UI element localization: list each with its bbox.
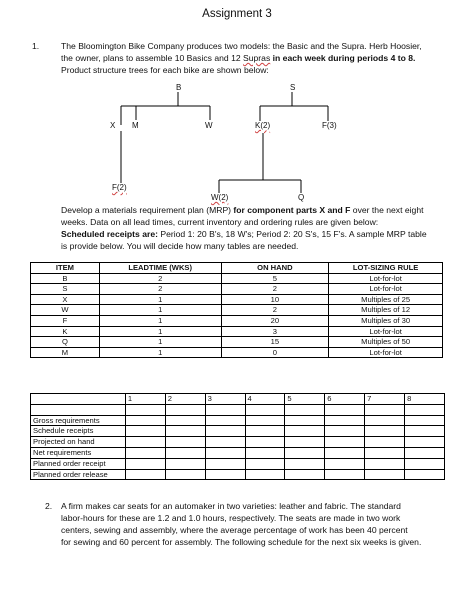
node-b: B [176,83,182,92]
period-header: 1 [125,394,165,405]
mrp-cell [405,426,445,437]
leadtime-cell: 1 [99,347,221,358]
on-hand-cell: 10 [221,294,329,305]
body-line-1-start: Develop a materials requirement plan (MRP) [61,205,234,215]
item-cell: B [31,273,100,284]
table-row [31,315,443,326]
item-data-table [30,262,443,358]
mrp-row [31,447,445,458]
mrp-row-label: Planned order release [31,469,126,480]
mrp-row-label: Projected on hand [31,437,126,448]
item-cell: M [31,347,100,358]
mrp-row-label: Net requirements [31,447,126,458]
table-row [31,284,443,295]
mrp-row [31,437,445,448]
lot-rule-cell: Lot-for-lot [329,326,443,337]
question-1-number: 1. [32,41,40,51]
on-hand-cell: 15 [221,337,329,348]
mrp-cell [165,437,205,448]
mrp-cell [365,437,405,448]
item-cell: Q [31,337,100,348]
table-row [31,294,443,305]
node-w: W [205,121,213,130]
leadtime-cell: 1 [99,326,221,337]
node-f3: F(3) [322,121,337,130]
mrp-cell [325,447,365,458]
mrp-cell [325,437,365,448]
mrp-corner-cell [31,394,126,405]
period-header: 7 [365,394,405,405]
leadtime-cell: 1 [99,294,221,305]
item-cell: X [31,294,100,305]
q2-line-4: for sewing and 60 percent for assembly. The following schedule for the next six weeks is given. [61,537,422,547]
mrp-cell [365,469,405,480]
lot-rule-cell: Multiples of 12 [329,305,443,316]
mrp-cell [245,437,285,448]
mrp-cell [405,458,445,469]
mrp-row [31,469,445,480]
mrp-row-label: Schedule receipts [31,426,126,437]
node-m: M [132,121,139,130]
mrp-cell [165,426,205,437]
mrp-cell [125,426,165,437]
intro-line-2-bold: in each week during periods 4 to 8. [270,53,416,63]
question-2-number: 2. [45,501,53,511]
mrp-cell [31,404,126,415]
mrp-cell [285,469,325,480]
period-header: 3 [205,394,245,405]
mrp-cell [205,404,245,415]
mrp-cell [205,437,245,448]
on-hand-cell: 2 [221,284,329,295]
leadtime-cell: 1 [99,315,221,326]
mrp-cell [365,404,405,415]
on-hand-cell: 2 [221,305,329,316]
mrp-cell [405,404,445,415]
body-line-1 [61,204,445,216]
lot-rule-cell: Multiples of 30 [329,315,443,326]
leadtime-cell: 1 [99,305,221,316]
mrp-cell [285,415,325,426]
mrp-cell [205,447,245,458]
mrp-cell [285,447,325,458]
lot-rule-cell: Multiples of 50 [329,337,443,348]
mrp-cell [285,458,325,469]
mrp-table [30,393,445,480]
body-line-3-rest: Period 1: 20 B's, 18 W's; Period 2: 20 S's, 15 F's. A sample MRP table [157,229,427,239]
item-cell: S [31,284,100,295]
mrp-cell [285,437,325,448]
mrp-cell [325,458,365,469]
period-header: 4 [245,394,285,405]
node-f2 [112,183,127,192]
mrp-row-label: Planned order receipt [31,458,126,469]
body-line-2: weeks. Data on all lead times, current inventory and ordering rules are given below: [61,217,379,227]
node-k2-label: K(2) [255,121,271,130]
mrp-cell [405,447,445,458]
node-k2 [255,121,270,130]
header-lot-sizing: LOT-SIZING RULE [329,263,443,274]
mrp-period-header-row [31,394,445,405]
supras-word: Supras [243,53,271,63]
mrp-cell [325,426,365,437]
item-cell: F [31,315,100,326]
mrp-cell [205,458,245,469]
body-line-3 [61,228,445,240]
table-row [31,326,443,337]
mrp-cell [205,415,245,426]
mrp-cell [125,469,165,480]
table-row [31,273,443,284]
on-hand-cell: 5 [221,273,329,284]
page-title: Assignment 3 [202,8,272,20]
lot-rule-cell: Lot-for-lot [329,273,443,284]
intro-line-1: The Bloomington Bike Company produces two models: the Basic and the Supra. Herb Hoosier, [61,41,422,51]
mrp-cell [365,447,405,458]
header-item: ITEM [31,263,100,274]
period-header: 6 [325,394,365,405]
mrp-cell [165,415,205,426]
q2-line-2: labor-hours for these are 1.2 and 1.0 hours, respectively. The seats are made in two work [61,513,401,523]
node-f2-label: F(2) [112,183,127,192]
mrp-cell [245,469,285,480]
mrp-cell [405,469,445,480]
mrp-cell [165,458,205,469]
mrp-cell [165,469,205,480]
mrp-cell [165,447,205,458]
lot-rule-cell: Lot-for-lot [329,284,443,295]
table-row [31,337,443,348]
on-hand-cell: 0 [221,347,329,358]
mrp-cell [125,458,165,469]
node-w2-label: W(2) [211,193,229,202]
mrp-spacer-row [31,404,445,415]
mrp-cell [285,426,325,437]
header-leadtime: LEADTIME (WKS) [99,263,221,274]
intro-line-3: Product structure trees for each bike are shown below: [61,65,269,75]
q2-line-1: A firm makes car seats for an automaker in two varieties: leather and fabric. The standard [61,501,401,511]
mrp-cell [325,469,365,480]
node-q: Q [298,193,305,202]
mrp-row [31,415,445,426]
mrp-cell [245,458,285,469]
mrp-cell [245,426,285,437]
mrp-cell [365,415,405,426]
mrp-cell [325,404,365,415]
scheduled-receipts-label: Scheduled receipts are: [61,229,158,239]
mrp-cell [325,415,365,426]
mrp-cell [365,426,405,437]
item-cell: K [31,326,100,337]
lot-rule-cell: Multiples of 25 [329,294,443,305]
on-hand-cell: 20 [221,315,329,326]
period-header: 8 [405,394,445,405]
item-table-header [31,263,443,274]
mrp-cell [125,404,165,415]
question-1-body [61,204,445,252]
mrp-cell [365,458,405,469]
mrp-row [31,458,445,469]
body-line-1-bold: for component parts X and F [233,205,351,215]
mrp-cell [405,415,445,426]
item-cell: W [31,305,100,316]
period-header: 2 [165,394,205,405]
node-s: S [290,83,296,92]
mrp-cell [245,415,285,426]
mrp-cell [245,404,285,415]
q2-line-3: centers, sewing and assembly, where the average percentage of work has been 40 percent [61,525,408,535]
mrp-cell [285,404,325,415]
lot-rule-cell: Lot-for-lot [329,347,443,358]
node-w2 [211,193,228,202]
mrp-cell [165,404,205,415]
mrp-cell [205,469,245,480]
leadtime-cell: 1 [99,337,221,348]
question-2-text [61,500,449,548]
mrp-cell [245,447,285,458]
mrp-cell [125,415,165,426]
mrp-cell [405,437,445,448]
intro-line-2-start: the owner, plans to assemble 10 Basics and 12 [61,53,244,63]
mrp-row [31,426,445,437]
mrp-cell [205,426,245,437]
period-header: 5 [285,394,325,405]
mrp-cell [125,437,165,448]
header-on-hand: ON HAND [221,263,329,274]
leadtime-cell: 2 [99,273,221,284]
body-line-4: is provide below. You will decide how many tables are needed. [61,241,299,251]
on-hand-cell: 3 [221,326,329,337]
mrp-row-label: Gross requirements [31,415,126,426]
table-row [31,305,443,316]
node-x: X [110,121,116,130]
table-row [31,347,443,358]
leadtime-cell: 2 [99,284,221,295]
mrp-cell [125,447,165,458]
body-line-1-end: over the next eight [350,205,424,215]
